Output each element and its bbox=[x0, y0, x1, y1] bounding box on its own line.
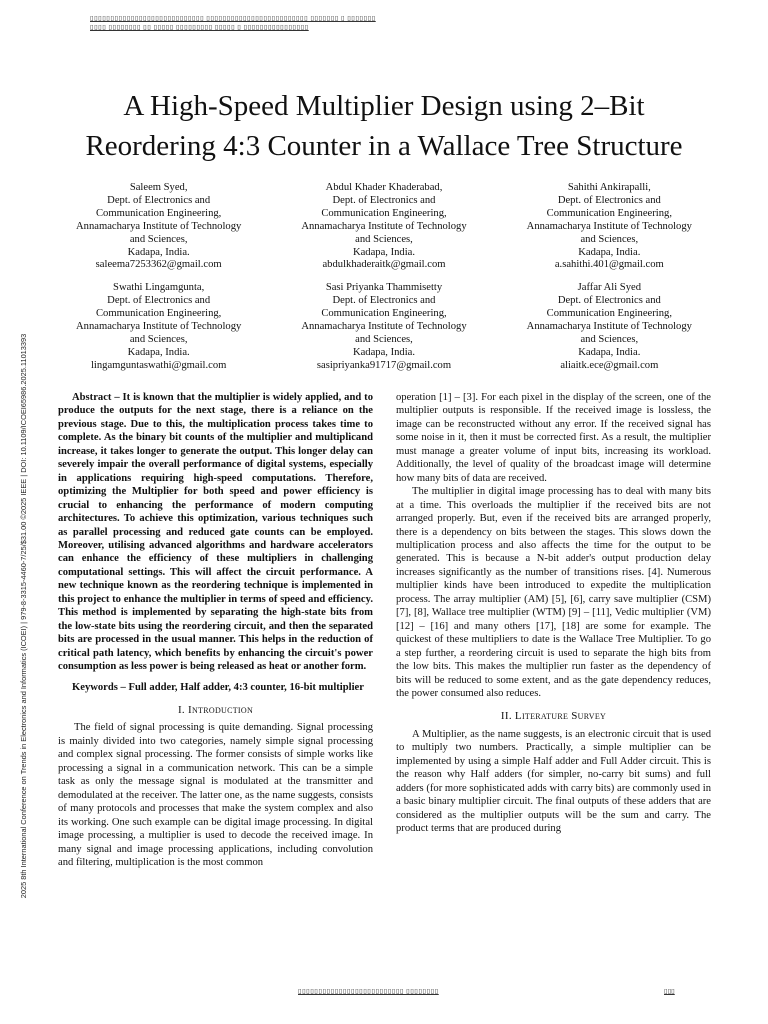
right-column bbox=[396, 391, 711, 836]
author-institute: and Sciences, bbox=[129, 333, 188, 345]
author-card bbox=[50, 182, 267, 272]
doi-sidebar bbox=[14, 272, 26, 972]
author-card bbox=[501, 282, 718, 372]
author-dept: Communication Engineering, bbox=[546, 308, 672, 320]
author-institute: and Sciences, bbox=[580, 233, 639, 245]
body-paragraph: The multiplier in digital image processing has to deal with many bits at a time. This overloads the multiplier if the received bits are not arranged properly. But, even if the received bits are arranged properly, there is a dependency on bits between the stages. This slows down the multiplication process and also affects the time for the output to be generated. This is because a N-bit adder's output production delay increases significantly as the number of transitions rises. [4]. Numerous multiplier kinds have been introduced to expedite the multiplication process. The array multiplier (AM) [5], [6], carry save multiplier (CSM) [7], [8], Wallace tree multiplier (WTM) [9] – [11], Vedic multiplier (VM) [12] – [16] and many others [17], [18] are some for example. The quickest of these multipliers to date is the Wallace Tree Multiplier. To go a step further, a reordering circuit is used to separate the high bits from the low bits. This makes the multiplier run faster as the dependency of bits will be reduced to some extent, and as the gate dependency reduces, the power consumed also reduces. bbox=[396, 486, 711, 699]
author-name: Abdul Khader Khaderabad, bbox=[325, 182, 443, 193]
author-dept: Dept. of Electronics and bbox=[107, 295, 211, 307]
author-name: Jaffar Ali Syed bbox=[577, 282, 641, 294]
section-heading-introduction: I. Introduction bbox=[177, 703, 254, 716]
author-institute: Annamacharya Institute of Technology bbox=[301, 321, 467, 333]
author-dept: Dept. of Electronics and bbox=[557, 194, 661, 206]
author-institute: Annamacharya Institute of Technology bbox=[76, 220, 242, 232]
author-card bbox=[275, 282, 492, 372]
author-dept: Dept. of Electronics and bbox=[332, 194, 436, 206]
author-dept: Communication Engineering, bbox=[95, 207, 222, 219]
author-dept: Communication Engineering, bbox=[546, 207, 672, 219]
body-paragraph: operation [1] – [3]. For each pixel in the display of the screen, one of the multiplier outputs is responsible. If the received image is lossless, the image can be reconstructed without any error. If the received signal has some noise in it, then it must be corrected first. As a result, the multiplier must manage a greater volume of input bits, increasing its workload. Additionally, the level of quality of the broadcast image will determine how many bits of data are received. bbox=[396, 392, 711, 484]
footer-text: ▯▯▯▯▯▯▯▯▯▯▯▯▯▯▯▯▯▯▯▯▯▯▯▯▯▯ ▯▯▯▯▯▯▯▯ bbox=[298, 988, 439, 995]
author-institute: and Sciences, bbox=[580, 333, 639, 345]
author-city: Kadapa, India. bbox=[352, 246, 416, 258]
author-dept: Dept. of Electronics and bbox=[107, 194, 211, 206]
section-heading-literature-survey: II. Literature Survey bbox=[500, 710, 607, 723]
author-dept: Dept. of Electronics and bbox=[557, 295, 661, 307]
author-dept: Communication Engineering, bbox=[95, 308, 222, 320]
author-institute: Annamacharya Institute of Technology bbox=[526, 220, 692, 232]
abstract: Abstract – It is known that the multiplier is widely applied, and to produce the outputs for the next stage, there is a reliance on the previous stage. Due to this, the multiplication process takes time to complete. As the binary bit counts of the multiplier and multiplicand increase, it takes longer to generate the output. This longer delay can severely impair the overall performance of digital systems, especially in applications requiring high-speed computations. Therefore, optimizing the Multiplier for both speed and power efficiency is crucial to enhancing the performance of modern computing architectures. To achieve this optimization, various techniques such as parallel processing and reduced gate counts can be employed. Moreover, utilising advanced algorithms and hardware accelerators can enhance the efficiency of these multipliers in challenging computational settings. This will affect the circuit performance. A new technique known as the reordering technique is implemented in this project to enhance the multiplier in terms of speed and efficiency. This method is implemented by separating the high-state bits from the low-state bits using the reordering circuit, and then the separated bits are processed in the usual manner. This helps in the reduction of critical path latency, which benefits by enhancing the circuit's power consumption as less power is being released as heat or another form. bbox=[58, 392, 373, 673]
author-city: Kadapa, India. bbox=[578, 346, 641, 358]
author-institute: Annamacharya Institute of Technology bbox=[301, 220, 467, 232]
author-card bbox=[275, 182, 492, 272]
author-institute: Annamacharya Institute of Technology bbox=[526, 321, 692, 333]
header-line-1: ▯▯▯▯▯▯▯▯▯▯▯▯▯▯▯▯▯▯▯▯▯▯▯▯▯▯▯▯ ▯▯▯▯▯▯▯▯▯▯▯▯▯▯▯▯▯▯▯▯▯▯▯▯▯ ▯▯▯▯▯▯▯ ▯ ▯▯▯▯▯▯▯ bbox=[90, 15, 376, 22]
page-number: ▯▯▯ bbox=[664, 988, 675, 995]
author-card bbox=[50, 282, 267, 372]
author-block bbox=[50, 182, 718, 373]
author-email: sasipriyanka91717@gmail.com bbox=[316, 359, 452, 371]
author-name: Swathi Lingamgunta, bbox=[113, 282, 205, 294]
literature-paragraph: A Multiplier, as the name suggests, is an electronic circuit that is used to multiply two numbers. Practically, a simple multiplier can be implemented by using a simple Half adder and Full Adder circuit. This is the reason why Half adders (for simpler, no-carry bit sums) and full adders (for more sophisticated adds with carry bits) are commonly used in a basic binary multiplier circuit. The final outputs of these adders that are considered as the multiplier outputs will be the sum and carry. The product terms that are produced during bbox=[396, 728, 711, 835]
left-column bbox=[58, 391, 373, 869]
author-name: Sasi Priyanka Thammisetty bbox=[325, 282, 443, 294]
author-email: a.sahithi.401@gmail.com bbox=[554, 259, 664, 271]
author-email: aliaitk.ece@gmail.com bbox=[560, 359, 659, 371]
paper-title bbox=[30, 86, 738, 166]
author-institute: and Sciences, bbox=[355, 233, 413, 245]
doi-sidebar-text: 2025 8th International Conference on Trends in Electronics and Informatics (ICOEI) | 979-8-3315-4460-7/25/$31.00 ©2025 IEEE | DOI: 10.1109/ICOEI65986.2025.11013393 bbox=[19, 333, 28, 899]
author-email: abdulkhaderaitk@gmail.com bbox=[322, 259, 446, 271]
author-city: Kadapa, India. bbox=[578, 246, 641, 258]
author-institute: Annamacharya Institute of Technology bbox=[76, 321, 242, 333]
introduction-paragraph: The field of signal processing is quite demanding. Signal processing is mainly divided into two categories, namely simple signal processing and complex signal processing. The former consists of simple works like processing a signal in a communication network. This can be a simple task as only the message signal is modulated at the transmitter and demodulated at the receiver. The latter one, as the name suggests, consists of many protocols and processes that make the system complex and also its working. One such example can be digital image processing. In digital image processing, a multiplier is used to decode the received image. In many signal and image processing applications, including convolution and filtering, multiplication is the most common bbox=[58, 722, 373, 868]
title-line-2: Reordering 4:3 Counter in a Wallace Tree Structure bbox=[85, 130, 683, 162]
author-card bbox=[501, 182, 718, 272]
title-line-1: A High-Speed Multiplier Design using 2–Bit bbox=[123, 90, 645, 122]
author-dept: Communication Engineering, bbox=[321, 207, 447, 219]
conference-header bbox=[90, 14, 530, 32]
author-dept: Communication Engineering, bbox=[321, 308, 447, 320]
author-city: Kadapa, India. bbox=[127, 346, 190, 358]
author-institute: and Sciences, bbox=[355, 333, 413, 345]
author-name: Saleem Syed, bbox=[129, 182, 188, 193]
author-institute: and Sciences, bbox=[129, 233, 188, 245]
header-line-2: ▯▯▯▯ ▯▯▯▯▯▯▯▯ ▯▯ ▯▯▯▯▯ ▯▯▯▯▯▯▯▯▯ ▯▯▯▯▯ ▯ ▯▯▯▯▯▯▯▯▯▯▯▯▯▯▯▯ bbox=[90, 24, 309, 31]
keywords: Keywords – Full adder, Half adder, 4:3 counter, 16-bit multiplier bbox=[72, 681, 364, 693]
author-name: Sahithi Ankirapalli, bbox=[567, 182, 651, 193]
author-city: Kadapa, India. bbox=[127, 246, 190, 258]
author-email: saleema7253362@gmail.com bbox=[95, 259, 222, 271]
author-city: Kadapa, India. bbox=[352, 346, 416, 358]
author-email: lingamguntaswathi@gmail.com bbox=[90, 359, 227, 371]
author-dept: Dept. of Electronics and bbox=[332, 295, 436, 307]
